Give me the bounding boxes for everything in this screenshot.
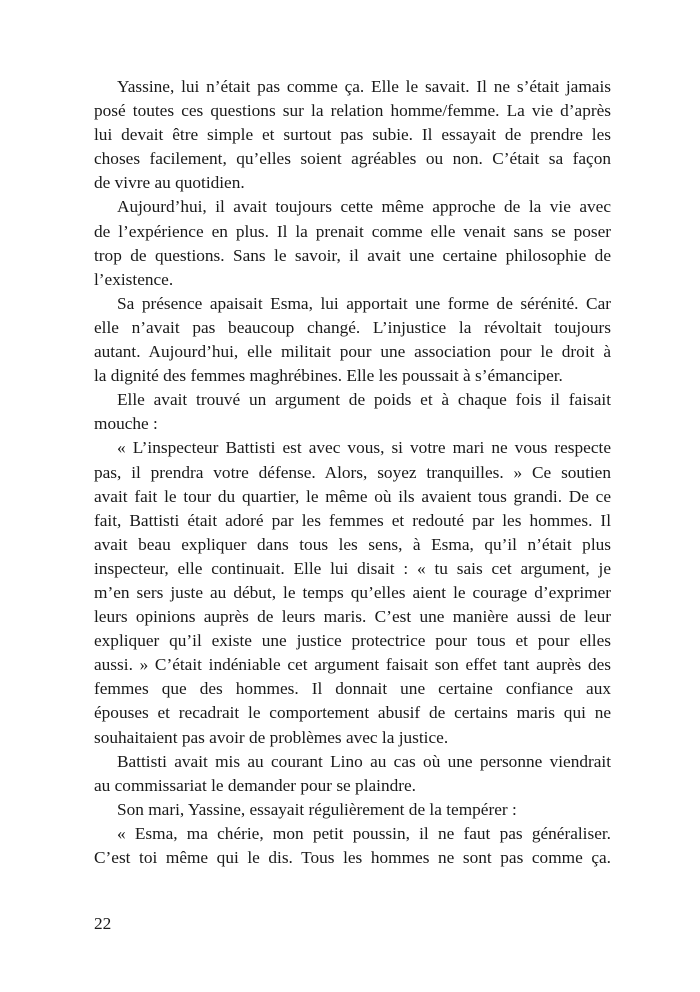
text-line: inspecteur, elle continuait. Elle lui disait : « tu sais cet argument, je: [94, 558, 611, 578]
text-line: Elle avait trouvé un argument de poids et à chaque fois il faisait: [117, 390, 611, 410]
paragraph: [94, 388, 611, 436]
text-line: mouche :: [94, 414, 158, 434]
text-line: choses facilement, qu’elles soient agréables ou non. C’était sa façon: [94, 149, 611, 169]
text-line: m’en sers juste au début, le temps qu’elles aient le courage d’exprimer: [94, 582, 611, 602]
text-line: trop de questions. Sans le savoir, il avait une certaine philosophie de: [94, 245, 611, 265]
text-line: posé toutes ces questions sur la relation homme/femme. La vie d’après: [94, 101, 611, 121]
text-line: Sa présence apaisait Esma, lui apportait une forme de sérénité. Car: [117, 293, 611, 313]
page-number: 22: [94, 914, 112, 933]
text-line: Son mari, Yassine, essayait régulièrement de la tempérer :: [117, 799, 517, 819]
text-line: fait, Battisti était adoré par les femmes et redouté par les hommes. Il: [94, 510, 611, 530]
text-line: lui devait être simple et surtout pas subie. Il essayait de prendre les: [94, 125, 611, 145]
text-line: autant. Aujourd’hui, elle militait pour une association pour le droit à: [94, 342, 611, 362]
text-line: la dignité des femmes maghrébines. Elle les poussait à s’émanciper.: [94, 366, 563, 386]
text-line: l’existence.: [94, 269, 174, 289]
text-line: au commissariat le demander pour se plaindre.: [94, 775, 416, 795]
text-line: Battisti avait mis au courant Lino au cas où une personne viendrait: [117, 751, 611, 771]
text-line: aussi. » C’était indéniable cet argument faisait son effet tant auprès des: [94, 655, 611, 675]
paragraph: [94, 292, 611, 388]
text-line: de l’expérience en plus. Il la prenait comme elle venait sans se poser: [94, 221, 611, 241]
paragraph: [94, 798, 611, 822]
text-line: C’est toi même qui le dis. Tous les hommes ne sont pas comme ça.: [94, 848, 611, 867]
paragraph: [94, 75, 611, 195]
text-line: Aujourd’hui, il avait toujours cette même approche de la vie avec: [117, 197, 611, 217]
text-line: épouses et recadrait le comportement abusif de certains maris qui ne: [94, 703, 611, 723]
text-line: leurs opinions auprès de leurs maris. C’est une manière aussi de leur: [94, 607, 611, 627]
text-line: « Esma, ma chérie, mon petit poussin, il ne faut pas généraliser.: [117, 823, 611, 843]
paragraph: [94, 822, 611, 870]
text-line: de vivre au quotidien.: [94, 173, 245, 193]
text-line: souhaitaient pas avoir de problèmes avec la justice.: [94, 727, 449, 747]
text-line: femmes que des hommes. Il donnait une certaine confiance aux: [94, 679, 611, 699]
paragraph: [94, 436, 611, 749]
paragraph: [94, 750, 611, 798]
text-line: expliquer qu’il existe une justice protectrice pour tous et pour elles: [94, 631, 611, 651]
text-line: elle n’avait pas beaucoup changé. L’injustice la révoltait toujours: [94, 317, 611, 337]
text-line: « L’inspecteur Battisti est avec vous, si votre mari ne vous respecte: [117, 438, 611, 458]
text-line: avait beau expliquer dans tous les sens, à Esma, qu’il n’était plus: [94, 534, 611, 554]
body-text: [94, 75, 611, 870]
text-line: avait fait le tour du quartier, le même où ils avaient tous grandi. De ce: [94, 486, 611, 506]
paragraph: [94, 195, 611, 291]
text-line: Yassine, lui n’était pas comme ça. Elle le savait. Il ne s’était jamais: [117, 77, 611, 96]
text-line: pas, il prendra votre défense. Alors, soyez tranquilles. » Ce soutien: [94, 462, 611, 482]
